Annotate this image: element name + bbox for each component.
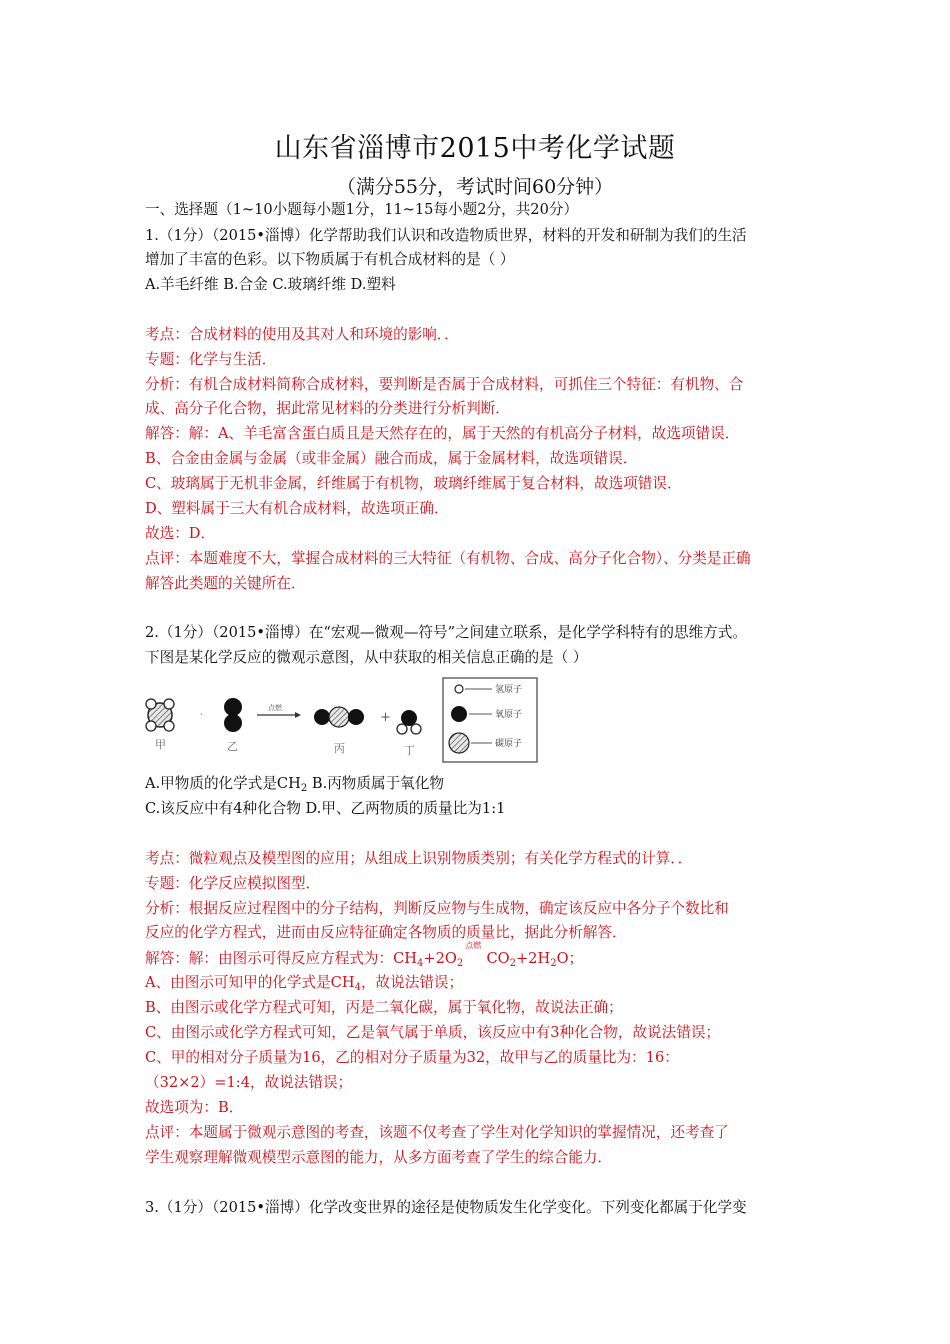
q2-options-ab: A.甲物质的化学式是$CH_2$ B.丙物质属于氧化物 (145, 775, 444, 794)
q1-fenxi-line2: 成、高分子化合物，据此常见材料的分类进行分析判断． (145, 400, 510, 417)
q2-dianping-line1: 点评：本题属于微观示意图的考查，该题不仅考查了学生对化学知识的掌握情况，还考查了 (145, 1124, 729, 1141)
q2-jieda-c2-line1: C、甲的相对分子质量为16，乙的相对分子质量为32，故甲与乙的质量比为：16： (145, 1049, 679, 1066)
q1-stem-line1: 1.（1分）（2015•淄博）化学帮助我们认识和改造物质世界，材料的开发和研制为我们的生活 (145, 227, 747, 244)
section-heading: 一、选择题（1~10小题每小题1分，11~15每小题2分，共20分） (145, 201, 579, 218)
q2-options-cd: C.该反应中有4种化合物 D.甲、乙两物质的质量比为1:1 (145, 800, 506, 817)
q1-jieda-line3: C、玻璃属于无机非金属，纤维属于有机物，玻璃纤维属于复合材料，故选项错误． (145, 475, 682, 492)
q1-zhuanti: 专题：化学与生活． (145, 351, 277, 368)
q2-dianping-line2: 学生观察理解微观模型示意图的能力，从多方面考查了学生的综合能力． (145, 1149, 613, 1166)
q2-fenxi-line2: 反应的化学方程式，进而由反应特征确定各物质的质量比，据此分析解答． (145, 924, 627, 941)
q1-jieda-line1: 解答：解：A、羊毛富含蛋白质且是天然存在的，属于天然的有机高分子材料，故选项错误． (145, 425, 740, 442)
arrow-condition-label: 点燃 (268, 704, 282, 712)
diagram-legend (443, 678, 537, 762)
molecule-yi (224, 698, 242, 732)
q2-jieda-c: C、由图示或化学方程式可知，乙是氧气属于单质，该反应中有3种化合物，故说法错误； (145, 1024, 721, 1041)
reaction-diagram (145, 676, 540, 766)
label-ding: 丁 (404, 744, 415, 757)
q2-equation-line: 解答：解：由图示可得反应方程式为：$CH_4+2O_2$ 点燃 $CO_2+2H_2O$； (145, 941, 584, 969)
q2-jieda-a: A、由图示可知甲的化学式是$CH_4$，故说法错误； (145, 974, 464, 993)
q1-dianping-line2: 解答此类题的关键所在． (145, 575, 306, 592)
label-yi: 乙 (227, 740, 238, 753)
document-subtitle: （满分55分，考试时间60分钟） (336, 176, 614, 198)
plus-sign: + (380, 710, 391, 725)
q3-stem-line1: 3.（1分）（2015•淄博）化学改变世界的途径是使物质发生化学变化。下列变化都属于化学变 (145, 1199, 747, 1216)
q1-options: A.羊毛纤维 B.合金 C.玻璃纤维 D.塑料 (145, 276, 396, 293)
q2-answer: 故选项为：B． (145, 1099, 244, 1116)
label-jia: 甲 (155, 738, 166, 751)
equation-condition: 点燃 (465, 941, 482, 950)
legend-oxygen: 氧原子 (495, 710, 523, 720)
q1-jieda-line2: B、合金由金属与金属（或非金属）融合而成，属于金属材料，故选项错误． (145, 450, 638, 467)
q1-kaodian: 考点：合成材料的使用及其对人和环境的影响．． (145, 326, 459, 343)
q2-jieda-c2-line2: （32×2）=1:4，故说法错误； (145, 1074, 353, 1091)
q1-stem-line2: 增加了丰富的色彩。以下物质属于有机合成材料的是（ ） (145, 251, 515, 268)
molecule-jia (146, 699, 174, 731)
legend-carbon: 碳原子 (495, 739, 523, 749)
q1-dianping-line1: 点评：本题难度不大，掌握合成材料的三大特征（有机物、合成、高分子化合物）、分类是正确 (145, 550, 751, 567)
q1-jieda-line4: D、塑料属于三大有机合成材料，故选项正确． (145, 500, 449, 517)
q2-stem-line1: 2.（1分）（2015•淄博）在“宏观—微观—符号”之间建立联系，是化学学科特有的思维方式。 (145, 624, 747, 641)
q2-fenxi-line1: 分析：根据反应过程图中的分子结构，判断反应物与生成物，确定该反应中各分子个数比和 (145, 900, 729, 917)
label-bing: 丙 (334, 742, 345, 755)
q2-stem-line2: 下图是某化学反应的微观示意图，从中获取的相关信息正确的是（ ） (145, 649, 588, 666)
document-title: 山东省淄博市2015中考化学试题 (274, 133, 676, 164)
q2-zhuanti: 专题：化学反应模拟图型． (145, 875, 321, 892)
molecule-ding (397, 710, 421, 734)
molecule-bing (314, 707, 364, 727)
q1-answer: 故选：D． (145, 525, 216, 542)
legend-hydrogen: 氢原子 (495, 685, 523, 695)
reaction-arrow (257, 712, 301, 718)
q2-kaodian: 考点：微粒观点及模型图的应用；从组成上识别物质类别；有关化学方程式的计算．． (145, 850, 693, 867)
q1-fenxi-line1: 分析：有机合成材料简称合成材料，要判断是否属于合成材料，可抓住三个特征：有机物、合 (145, 376, 744, 393)
q2-jieda-b: B、由图示或化学方程式可知，丙是二氧化碳，属于氧化物，故说法正确； (145, 999, 623, 1016)
svg-text:·: · (200, 710, 204, 721)
